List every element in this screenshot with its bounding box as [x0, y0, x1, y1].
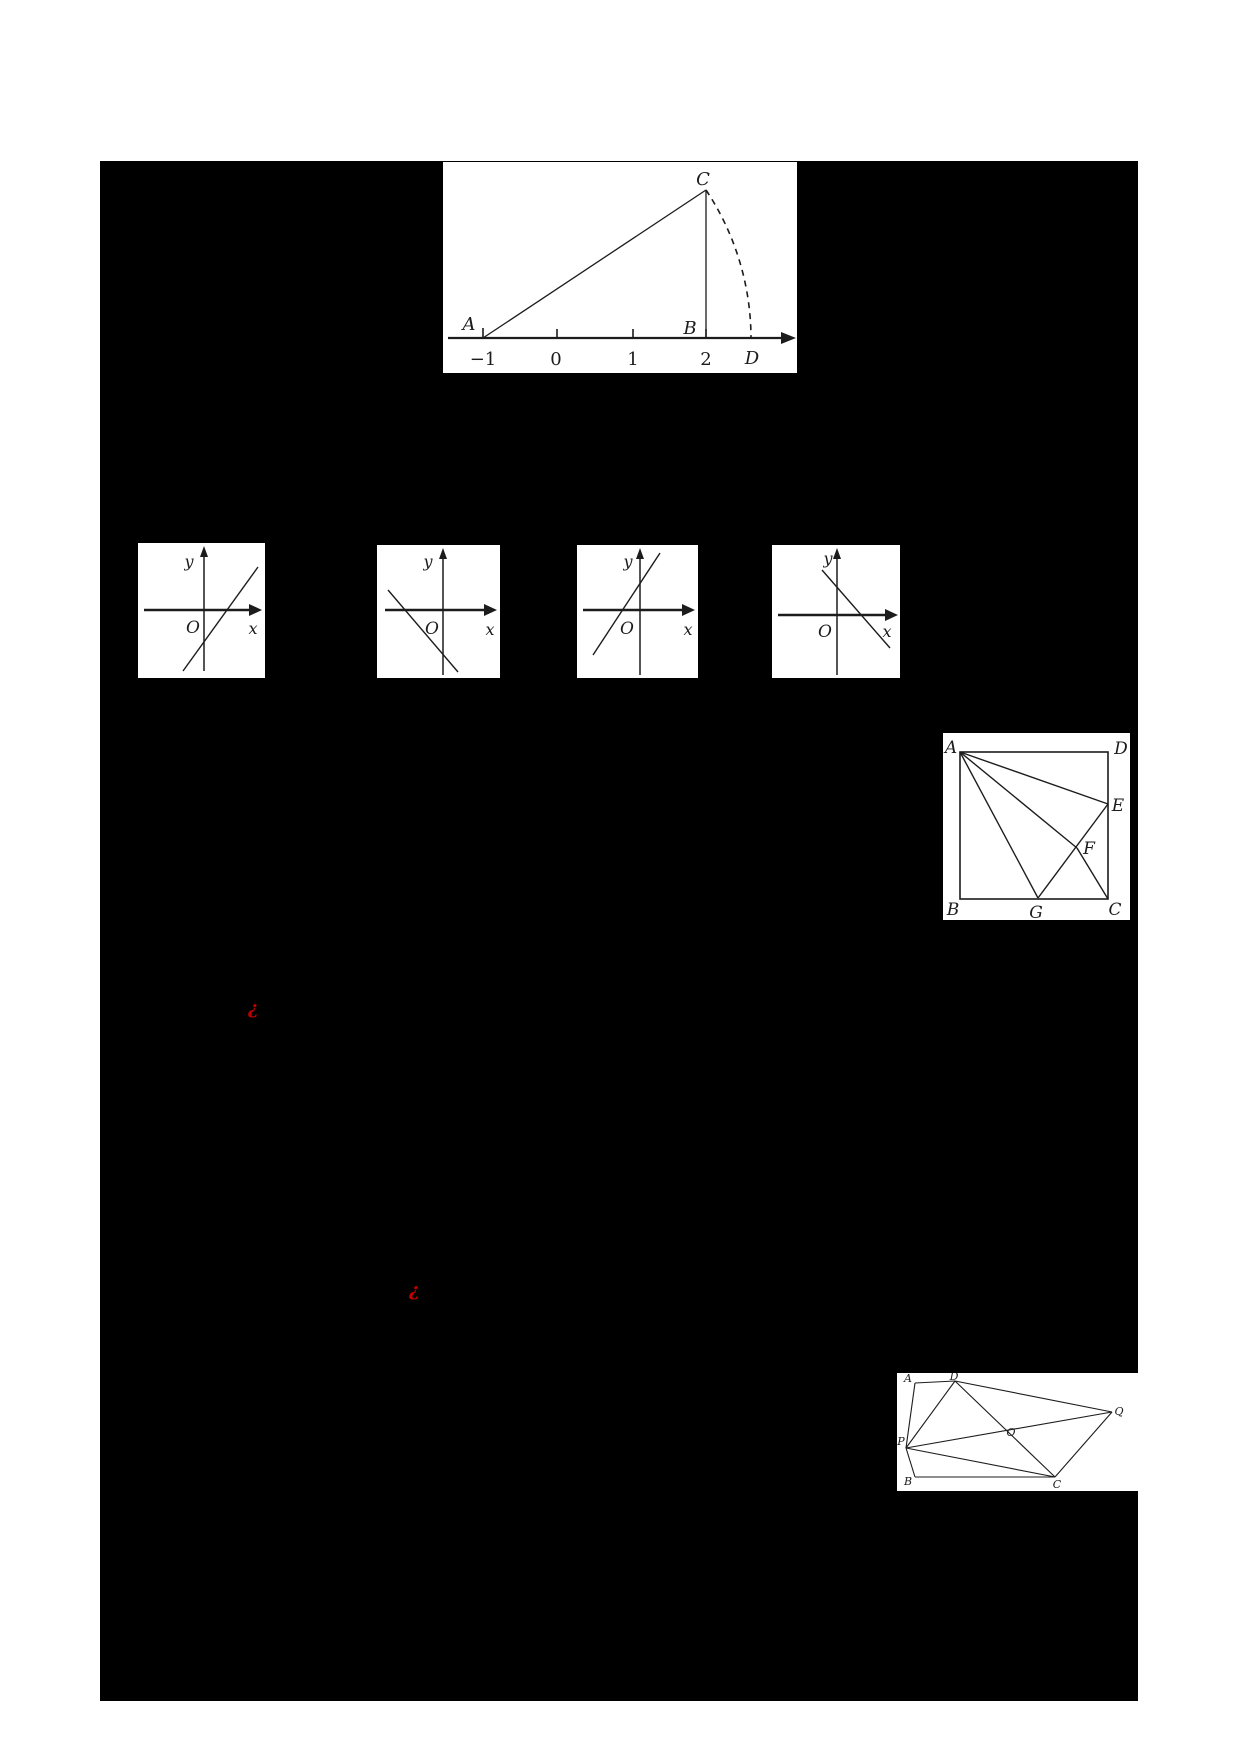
point-label-D: D [1114, 739, 1128, 759]
y-axis-label: y [184, 552, 194, 571]
y-axis-arrowhead [200, 546, 208, 557]
x-axis-arrowhead [682, 604, 695, 616]
option-graph-d-panel [772, 545, 900, 678]
point-label-C: C [1052, 1478, 1062, 1491]
option-graph-c [577, 545, 698, 678]
point-label-D: D [744, 348, 760, 369]
option-graph-b [377, 545, 500, 678]
segment-PB [906, 1448, 915, 1477]
tick-label-0: 0 [550, 349, 562, 370]
segment-EG [1038, 804, 1108, 898]
y-axis-arrowhead [439, 548, 447, 559]
point-label-C: C [696, 169, 710, 190]
square-figure [943, 733, 1130, 920]
origin-label: O [818, 622, 832, 642]
function-line [822, 570, 890, 648]
tick-label-2: 2 [700, 349, 712, 370]
square-ABCD [960, 752, 1108, 899]
point-label-Q: Q [1114, 1405, 1124, 1418]
red-artifact-glyph-1: ¿ [248, 998, 259, 1019]
tick-label-minus1: −1 [469, 349, 497, 370]
origin-label: O [425, 619, 439, 639]
option-graph-d [772, 545, 900, 678]
point-label-A: A [462, 314, 476, 335]
dashed-arc-CD [706, 190, 751, 338]
point-label-A: A [944, 738, 958, 758]
y-axis-label: y [423, 552, 433, 571]
segment-AE [960, 752, 1108, 804]
point-label-G: G [1029, 903, 1043, 920]
segment-DC [955, 1381, 1055, 1477]
x-axis-label: x [248, 619, 258, 638]
red-artifact-glyph-2: ¿ [409, 1280, 420, 1301]
point-label-B: B [946, 900, 960, 920]
point-label-A: A [904, 1373, 912, 1385]
segment-AG [960, 752, 1038, 898]
function-line [388, 590, 458, 672]
origin-label: O [186, 618, 200, 638]
point-label-E: E [1111, 796, 1125, 816]
segment-DQ [955, 1381, 1112, 1412]
point-label-C: C [1108, 900, 1122, 920]
numberline-figure [443, 162, 797, 373]
quad-figure [897, 1373, 1139, 1491]
x-axis-label: x [683, 620, 693, 639]
point-label-D: D [949, 1373, 959, 1383]
option-graph-b-panel [377, 545, 500, 678]
x-axis-label: x [882, 622, 892, 641]
point-label-F: F [1083, 839, 1095, 859]
y-axis-label: y [623, 552, 633, 571]
y-axis-arrowhead [833, 548, 841, 559]
point-label-O: O [1006, 1426, 1016, 1439]
x-axis-arrowhead [249, 604, 262, 616]
y-axis-label: y [823, 549, 833, 568]
segment-AC [483, 190, 706, 338]
quad-figure-panel [897, 1373, 1139, 1491]
option-graph-c-panel [577, 545, 698, 678]
point-label-B: B [683, 318, 697, 339]
tick-label-1: 1 [627, 349, 639, 370]
option-graph-a [138, 543, 265, 678]
segment-AF [960, 752, 1077, 848]
point-label-P: P [897, 1435, 905, 1448]
x-axis-arrowhead [885, 609, 898, 621]
segment-PC [906, 1448, 1055, 1477]
square-figure-panel [943, 733, 1130, 920]
x-axis-label: x [485, 620, 495, 639]
segment-CQ [1055, 1412, 1112, 1477]
option-graph-a-panel [138, 543, 265, 678]
numberline-figure-panel [443, 162, 797, 373]
point-label-B: B [903, 1475, 913, 1488]
number-line-arrowhead [781, 332, 796, 344]
origin-label: O [620, 619, 634, 639]
x-axis-arrowhead [484, 604, 497, 616]
y-axis-arrowhead [636, 548, 644, 559]
